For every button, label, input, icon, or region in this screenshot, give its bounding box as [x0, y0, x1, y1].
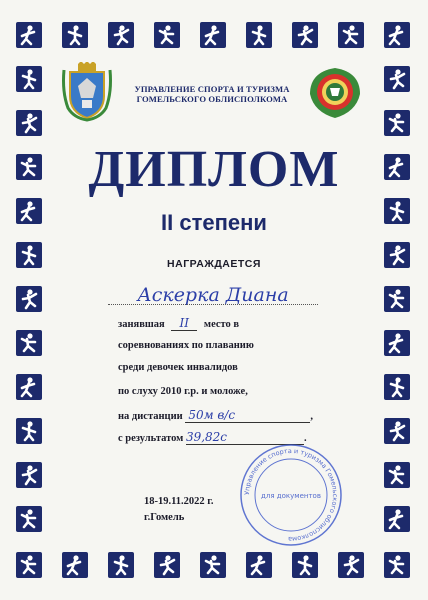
ski-jump-icon	[292, 22, 318, 48]
boccia-icon	[16, 552, 42, 578]
swimming-icon	[108, 22, 134, 48]
hockey-icon	[62, 552, 88, 578]
hurdles-icon	[16, 286, 42, 312]
distance-value: 50м в/с	[185, 408, 310, 423]
result-suffix: .	[303, 433, 307, 444]
body-line-3: среди девочек инвалидов	[118, 362, 238, 373]
kayak-icon	[16, 110, 42, 136]
place-value: II	[171, 316, 197, 331]
pole-vault-icon	[16, 462, 42, 488]
sport-emblem	[304, 64, 366, 120]
hurdler-icon	[384, 552, 410, 578]
cyclist-icon	[384, 462, 410, 488]
tennis-icon	[16, 418, 42, 444]
skater-icon	[16, 330, 42, 356]
cycling-icon	[384, 66, 410, 92]
weightlifting-icon	[246, 552, 272, 578]
result-prefix: с результатом	[118, 433, 184, 444]
result-value: 39,82с	[186, 430, 304, 445]
place-prefix: занявшая	[118, 319, 165, 330]
event-city: г.Гомель	[144, 512, 185, 523]
wheelchair-icon	[384, 374, 410, 400]
swimmer-icon	[62, 22, 88, 48]
place-suffix: место в	[203, 319, 240, 330]
place-line	[118, 316, 239, 331]
organization-line-1: УПРАВЛЕНИЕ СПОРТА И ТУРИЗМА	[134, 84, 290, 94]
gomel-region-coat-of-arms	[60, 62, 114, 122]
archery-icon	[384, 110, 410, 136]
awarded-label: НАГРАЖДАЕТСЯ	[167, 258, 261, 270]
archer-icon	[200, 22, 226, 48]
goalball-icon	[338, 552, 364, 578]
organization-name	[122, 84, 302, 104]
fencing-icon	[154, 552, 180, 578]
distance-suffix: ,	[310, 411, 313, 422]
stamp-ring-text: Управление спорта и туризма Гомельского облисполкома	[242, 446, 340, 544]
football-icon	[292, 552, 318, 578]
distance-prefix: на дистанции	[118, 411, 183, 422]
curling-icon	[384, 22, 410, 48]
runner-icon	[16, 22, 42, 48]
canoe-icon	[200, 552, 226, 578]
wheelchair-basketball-icon	[108, 552, 134, 578]
paddle-icon	[384, 506, 410, 532]
distance-line	[118, 408, 313, 423]
weightlifter-icon	[16, 66, 42, 92]
body-line-2: соревнованиях по плаванию	[118, 340, 254, 351]
taekwondo-icon	[384, 418, 410, 444]
shooting-icon	[384, 286, 410, 312]
diploma-title: ДИПЛОМ	[88, 141, 340, 198]
organization-line-2: ГОМЕЛЬСКОГО ОБЛИСПОЛКОМА	[136, 94, 288, 104]
official-stamp	[236, 440, 346, 550]
judo-icon	[16, 506, 42, 532]
name-underline	[108, 304, 318, 305]
diploma-degree: II степени	[161, 210, 267, 235]
body-line-4: по слуху 2010 г.р. и моложе,	[118, 386, 248, 397]
recipient-name: Аскерка Диана	[137, 284, 289, 306]
ski-jumper-icon	[246, 22, 272, 48]
bobsleigh-icon	[338, 22, 364, 48]
header	[60, 62, 368, 122]
skier-icon	[154, 22, 180, 48]
stamp-center-text: для документов	[261, 492, 321, 500]
rings-gymnast-icon	[384, 330, 410, 356]
event-date: 18-19.11.2022 г.	[144, 496, 214, 507]
ball-player-icon	[16, 374, 42, 400]
